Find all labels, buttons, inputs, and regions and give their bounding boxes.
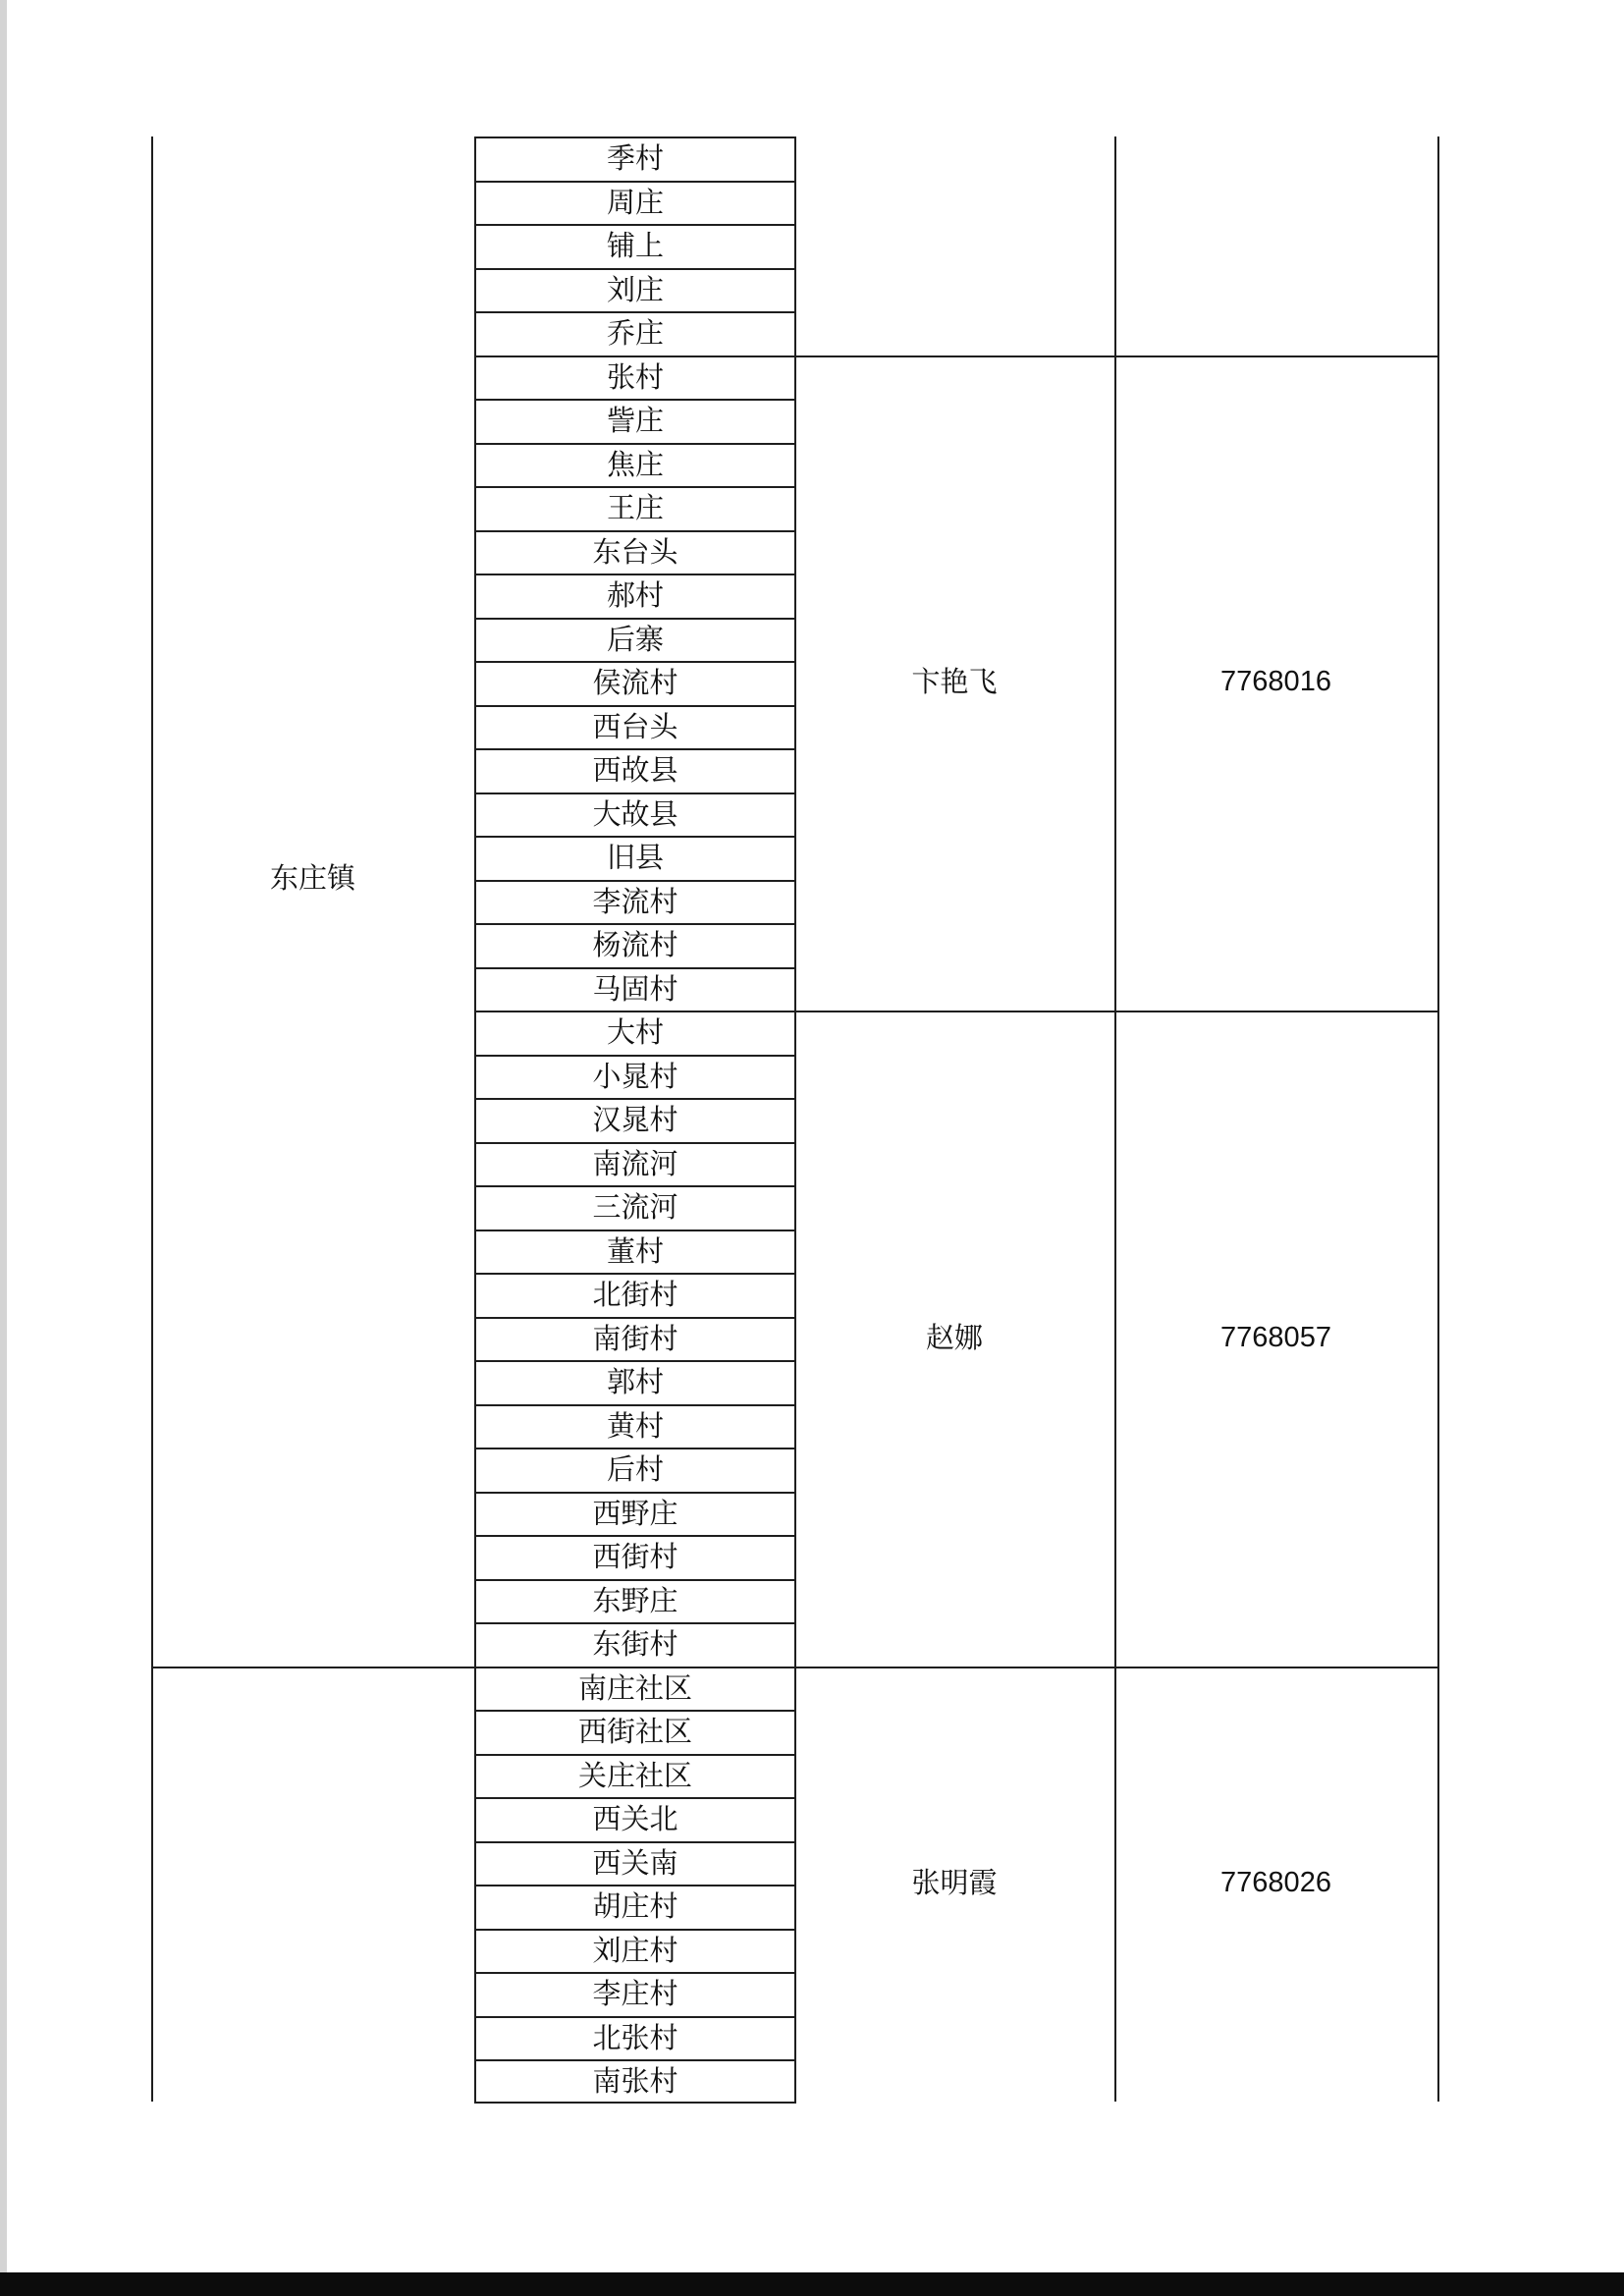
village-name: 南张村: [592, 2064, 678, 2098]
village-row-divider: [474, 443, 796, 445]
village-name: 三流河: [592, 1190, 678, 1224]
village-name: 王庄: [606, 491, 664, 524]
village-row-divider: [474, 1360, 796, 1362]
village-row-divider: [474, 181, 796, 183]
village-row-divider: [474, 618, 796, 620]
village-row-divider: [474, 1754, 796, 1756]
village-name: 西台头: [592, 710, 678, 743]
village-name: 周庄: [606, 186, 664, 219]
village-row-divider: [474, 1142, 796, 1144]
village-name: 西野庄: [592, 1497, 678, 1530]
village-name: 南流河: [592, 1147, 678, 1180]
village-row-divider: [474, 2059, 796, 2061]
phone-number: 7768057: [1220, 1322, 1331, 1353]
village-name: 南街村: [592, 1322, 678, 1355]
village-row-divider: [474, 574, 796, 575]
group-divider: [794, 355, 1439, 357]
village-name: 郭村: [606, 1365, 664, 1398]
village-name: 西街社区: [577, 1715, 692, 1748]
village-name: 黄村: [606, 1409, 664, 1443]
village-row-divider: [474, 530, 796, 532]
scan-bottom-bar: [0, 2272, 1624, 2296]
village-name: 东野庄: [592, 1584, 678, 1617]
village-name: 胡庄村: [592, 1889, 678, 1923]
village-row-divider: [474, 705, 796, 707]
village-name: 大故县: [592, 797, 678, 831]
village-name: 乔庄: [606, 316, 664, 350]
table-left-border: [151, 137, 153, 2102]
village-name: 郝村: [606, 578, 664, 612]
village-row-divider: [474, 486, 796, 488]
village-name: 焦庄: [606, 448, 664, 481]
village-name: 訾庄: [606, 404, 664, 437]
village-name: 西关南: [592, 1846, 678, 1880]
village-row-divider: [474, 355, 796, 357]
village-name: 李流村: [592, 885, 678, 918]
village-name: 铺上: [606, 229, 664, 262]
village-row-divider: [474, 967, 796, 969]
village-name: 西街村: [592, 1540, 678, 1573]
village-row-divider: [474, 1317, 796, 1319]
village-row-divider: [474, 880, 796, 882]
village-row-divider: [474, 1929, 796, 1931]
village-name: 马固村: [592, 972, 678, 1006]
village-name: 西故县: [592, 753, 678, 787]
contact-column-border: [1114, 137, 1116, 2102]
village-name: 旧县: [606, 841, 664, 874]
village-name: 关庄社区: [577, 1759, 692, 1792]
village-name: 北街村: [592, 1278, 678, 1311]
village-name: 侯流村: [592, 666, 678, 699]
phone-number: 7768016: [1220, 666, 1331, 697]
town-name: 东庄镇: [269, 861, 355, 895]
village-name: 西关北: [592, 1802, 678, 1835]
village-row-divider: [474, 224, 796, 226]
village-name: 刘庄村: [592, 1934, 678, 1967]
village-row-divider: [474, 1535, 796, 1537]
village-row-divider: [474, 1797, 796, 1799]
village-row-divider: [474, 793, 796, 794]
village-row-divider: [474, 1011, 796, 1012]
village-row-divider: [474, 1667, 796, 1668]
contact-name: 赵娜: [925, 1321, 983, 1354]
village-row-divider: [474, 748, 796, 750]
group-divider: [794, 1011, 1439, 1012]
village-name: 北张村: [592, 2021, 678, 2054]
village-row-divider: [474, 1404, 796, 1406]
village-row-divider: [474, 1579, 796, 1581]
village-row-divider: [474, 1185, 796, 1187]
village-row-divider: [474, 1622, 796, 1624]
village-column-top-border: [474, 137, 796, 138]
village-name: 李庄村: [592, 1977, 678, 2010]
village-name: 汉晁村: [592, 1103, 678, 1136]
village-row-divider: [474, 268, 796, 270]
village-name: 杨流村: [592, 928, 678, 961]
village-row-divider: [474, 399, 796, 401]
village-row-divider: [474, 1841, 796, 1843]
village-row-divider: [474, 1885, 796, 1886]
village-name: 小晁村: [592, 1060, 678, 1093]
town-divider: [151, 1667, 476, 1668]
village-name: 南庄社区: [577, 1671, 692, 1705]
village-name: 东街村: [592, 1627, 678, 1661]
phone-number: 7768026: [1220, 1867, 1331, 1898]
group-divider: [794, 1667, 1439, 1668]
village-row-divider: [474, 1055, 796, 1057]
village-name: 董村: [606, 1234, 664, 1268]
scan-edge: [0, 0, 7, 2296]
village-row-divider: [474, 311, 796, 313]
village-row-divider: [474, 1448, 796, 1449]
village-row-divider: [474, 1710, 796, 1712]
village-name: 刘庄: [606, 273, 664, 306]
table-right-border: [1437, 137, 1439, 2102]
village-column-bottom-border: [474, 2102, 796, 2104]
village-row-divider: [474, 1273, 796, 1275]
village-name: 东台头: [592, 535, 678, 569]
village-row-divider: [474, 923, 796, 925]
village-name: 后村: [606, 1452, 664, 1486]
village-row-divider: [474, 836, 796, 838]
village-name: 后寨: [606, 623, 664, 656]
village-name: 大村: [606, 1015, 664, 1049]
village-row-divider: [474, 1492, 796, 1494]
village-row-divider: [474, 1972, 796, 1974]
village-row-divider: [474, 1098, 796, 1100]
village-name: 张村: [606, 360, 664, 394]
contact-name: 卞艳飞: [911, 665, 998, 698]
village-name: 季村: [606, 141, 664, 175]
village-row-divider: [474, 1230, 796, 1231]
contact-name: 张明霞: [911, 1866, 998, 1899]
village-row-divider: [474, 661, 796, 663]
village-row-divider: [474, 2016, 796, 2018]
